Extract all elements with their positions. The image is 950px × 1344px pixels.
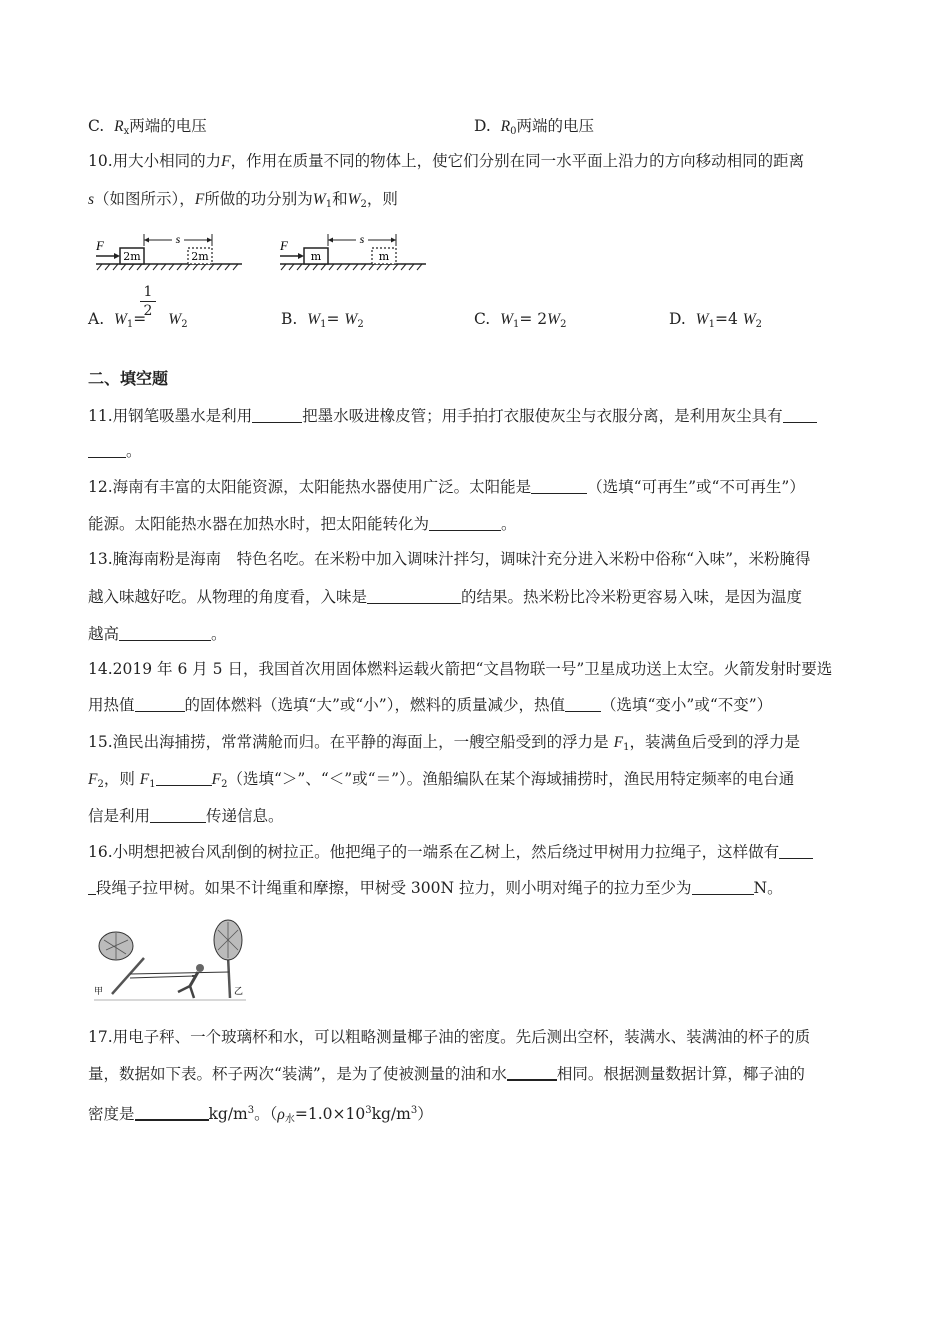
answer-blank[interactable]	[565, 697, 601, 712]
q15-line-2: $F_2$，则 $F_1$ $F_2$（选填“＞”、“＜”或“＝”）。渔船编队在某个海域捕捞时，渔民用特定频率的电台通	[88, 770, 795, 790]
q10-option-d: D. $W_1=4$ $W_2$	[669, 310, 763, 330]
q9-option-d: D. $R_0$两端的电压	[474, 117, 595, 137]
q16-figure	[90, 916, 250, 1004]
answer-blank[interactable]	[88, 880, 96, 895]
fraction-denominator: 2	[143, 303, 153, 319]
rope	[130, 972, 229, 974]
q10-option-b: B. $W_1= W_2$	[281, 310, 364, 330]
q17-line-1: 17.用电子秤、一个玻璃杯和水，可以粗略测量椰子油的密度。先后测出空杯，装满水、装满油的杯子的质	[88, 1028, 811, 1046]
person-body	[190, 972, 198, 986]
q10-figure-2	[276, 228, 428, 272]
distance-label: s	[359, 232, 365, 246]
tree-b-label: 乙	[234, 987, 244, 997]
answer-blank[interactable]	[783, 408, 817, 423]
block-start-label: 2m	[123, 250, 141, 263]
q14-line-1: 14.2019 年 6 月 5 日，我国首次用固体燃料运载火箭把“文昌物联一号”卫星成功送上太空。火箭发射时要选	[88, 660, 833, 678]
q11-line-2: 。	[88, 440, 142, 462]
answer-blank[interactable]	[429, 516, 501, 531]
answer-blank[interactable]	[135, 1105, 209, 1121]
answer-blank[interactable]	[531, 479, 587, 494]
rope	[130, 976, 194, 978]
q13-line-3: 越高 。	[88, 625, 227, 643]
force-label: F	[280, 238, 288, 253]
q16-line-2: 段绳子拉甲树。如果不计绳重和摩擦，甲树受 300N 拉力，则小明对绳子的拉力至少为 N。	[88, 877, 783, 899]
block-end-label: 2m	[191, 250, 209, 263]
q11-line-1: 11.用钢笔吸墨水是利用 把墨水吸进橡皮管；用手拍打衣服使灰尘与衣服分离，是利用灰尘具有	[88, 405, 817, 427]
q9-option-c: C. $R_x$两端的电压	[88, 117, 207, 137]
answer-blank[interactable]	[367, 589, 461, 604]
q16-line-1: 16.小明想把被台风刮倒的树拉正。他把绳子的一端系在乙树上，然后绕过甲树用力拉绳子，这样做有	[88, 841, 813, 863]
answer-blank[interactable]	[150, 808, 206, 823]
answer-blank[interactable]	[507, 1065, 557, 1081]
force-label: F	[96, 238, 104, 253]
q10-line-1: 10.用大小相同的力F，作用在质量不同的物体上，使它们分别在同一水平面上沿力的方向移动相同的距离	[88, 152, 805, 170]
answer-blank[interactable]	[88, 443, 126, 458]
block-start-label: m	[310, 250, 322, 263]
q12-line-2: 能源。太阳能热水器在加热水时，把太阳能转化为 。	[88, 515, 517, 533]
tree-a-trunk	[112, 958, 144, 994]
q13-line-1: 13.腌海南粉是海南 特色名吃。在米粉中加入调味汁拌匀，调味汁充分进入米粉中俗称“入味”，米粉腌得	[88, 550, 811, 568]
q13-line-2: 越入味越好吃。从物理的角度看，入味是 的结果。热米粉比冷米粉更容易入味，是因为温度	[88, 588, 803, 606]
q10-option-c: C. $W_1= 2W_2$	[474, 310, 567, 330]
section-heading: 二、填空题	[88, 369, 169, 388]
q12-line-1: 12.海南有丰富的太阳能资源，太阳能热水器使用广泛。太阳能是 （选填“可再生”或“不可再生”）	[88, 478, 805, 496]
answer-blank[interactable]	[779, 844, 813, 859]
fraction-numerator: 1	[143, 284, 153, 300]
distance-label: s	[175, 232, 181, 246]
answer-blank[interactable]	[252, 408, 302, 423]
tree-a-label: 甲	[94, 987, 104, 997]
q10-figure-1	[92, 228, 244, 272]
q14-line-2: 用热值 的固体燃料（选填“大”或“小”），燃料的质量减少，热值 （选填“变小”或“不变”）	[88, 696, 773, 714]
tree-b-trunk	[228, 956, 230, 998]
q15-line-3: 信是利用 传递信息。	[88, 807, 284, 825]
q17-line-3: 密度是 $kg/m^3$。$(\rho_水=1.0\times 10^3kg/m^3)$	[88, 1105, 433, 1125]
q10-option-a: A. $W_1= W_2$	[88, 310, 188, 330]
answer-blank[interactable]	[135, 697, 185, 712]
answer-blank[interactable]	[119, 626, 211, 641]
q17-line-2: 量，数据如下表。杯子两次“装满”，是为了使被测量的油和水 相同。根据测量数据计算，椰子油的	[88, 1065, 805, 1083]
block-end-label: m	[378, 250, 390, 263]
q15-line-1: 15.渔民出海捕捞，常常满舱而归。在平静的海面上，一艘空船受到的浮力是 $F_1$，装满鱼后受到的浮力是	[88, 733, 800, 753]
answer-blank[interactable]	[692, 880, 754, 895]
person-head	[196, 964, 204, 972]
answer-blank[interactable]	[156, 771, 212, 786]
q10-line-2: s（如图所示），F所做的功分别为$W_1$和$W_2$，则	[88, 190, 398, 210]
